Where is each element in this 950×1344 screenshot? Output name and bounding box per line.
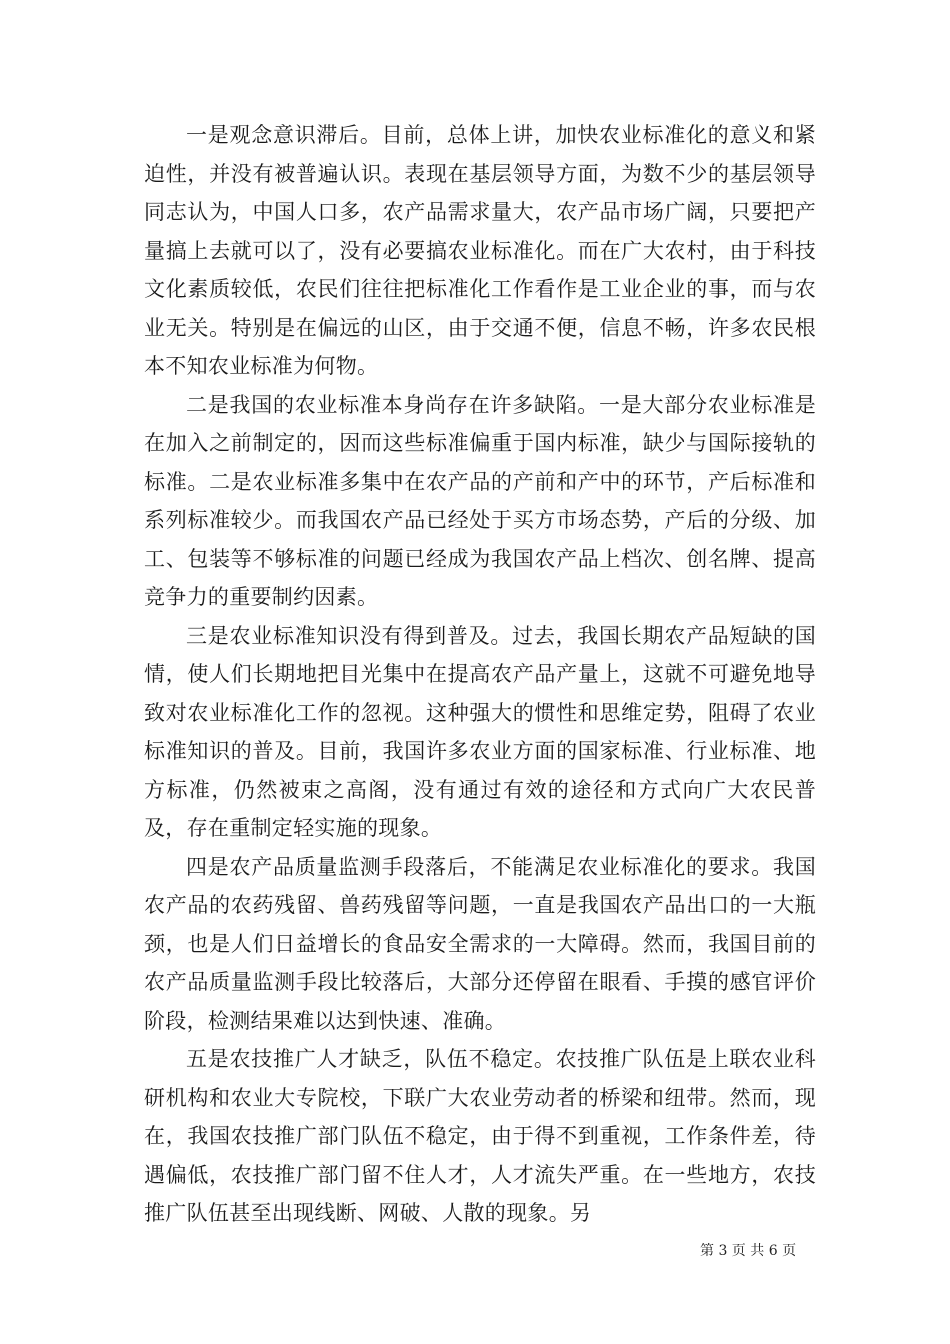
document-body [144, 116, 816, 1233]
paragraph-4: 四是农产品质量监测手段落后，不能满足农业标准化的要求。我国农产品的农药残留、兽药残留等问题，一直是我国农产品出口的一大瓶颈，也是人们日益增长的食品安全需求的一大障碍。然而，我国目前的农产品质量监测手段比较落后，大部分还停留在眼看、手摸的感官评价阶段，检测结果难以达到快速、准确。 [144, 854, 816, 1033]
page-number-footer: 第 3 页 共 6 页 [700, 1243, 797, 1259]
paragraph-3: 三是农业标准知识没有得到普及。过去，我国长期农产品短缺的国情，使人们长期地把目光集中在提高农产品产量上，这就不可避免地导致对农业标准化工作的忽视。这种强大的惯性和思维定势，阻碍了农业标准知识的普及。目前，我国许多农业方面的国家标准、行业标准、地方标准，仍然被束之高阁，没有通过有效的途径和方式向广大农民普及，存在重制定轻实施的现象。 [144, 623, 816, 840]
paragraph-1: 一是观念意识滞后。目前，总体上讲，加快农业标准化的意义和紧迫性，并没有被普遍认识。表现在基层领导方面，为数不少的基层领导同志认为，中国人口多，农产品需求量大，农产品市场广阔，只要把产量搞上去就可以了，没有必要搞农业标准化。而在广大农村，由于科技文化素质较低，农民们往往把标准化工作看作是工业企业的事，而与农业无关。特别是在偏远的山区，由于交通不便，信息不畅，许多农民根本不知农业标准为何物。 [144, 123, 816, 378]
paragraph-2: 二是我国的农业标准本身尚存在许多缺陷。一是大部分农业标准是在加入之前制定的，因而这些标准偏重于国内标准，缺少与国际接轨的标准。二是农业标准多集中在农产品的产前和产中的环节，产后标准和系列标准较少。而我国农产品已经处于买方市场态势，产后的分级、加工、包装等不够标准的问题已经成为我国农产品上档次、创名牌、提高竞争力的重要制约因素。 [144, 392, 816, 609]
paragraph-5: 五是农技推广人才缺乏，队伍不稳定。农技推广队伍是上联农业科研机构和农业大专院校，下联广大农业劳动者的桥梁和纽带。然而，现在，我国农技推广部门队伍不稳定，由于得不到重视，工作条件差，待遇偏低，农技推广部门留不住人才，人才流失严重。在一些地方，农技推广队伍甚至出现线断、网破、人散的现象。另 [144, 1047, 816, 1225]
